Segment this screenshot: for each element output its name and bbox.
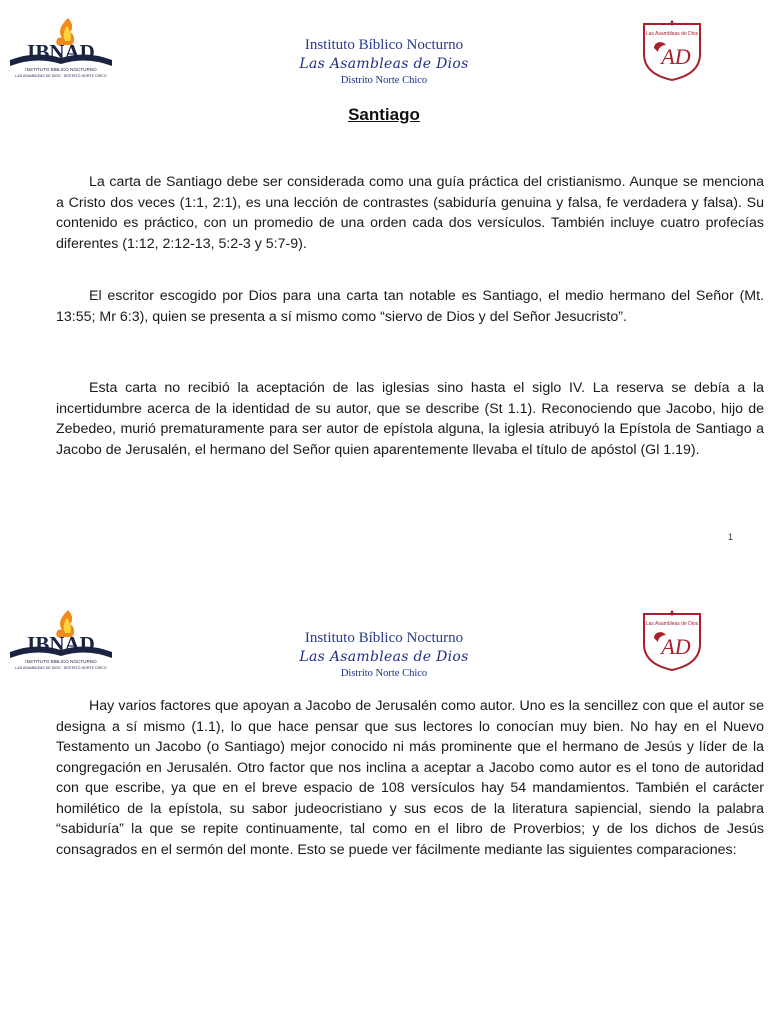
svg-text:IBNAD: IBNAD: [27, 632, 95, 656]
page-number: 1: [728, 532, 734, 542]
organization-name: Las Asambleas de Dios: [299, 56, 469, 72]
asambleas-de-dios-seal-icon: [640, 18, 704, 82]
svg-text:AD: AD: [661, 44, 691, 69]
ibnad-logo-icon: [8, 606, 114, 670]
svg-text:INSTITUTO BÍBLICO NOCTURNO: INSTITUTO BÍBLICO NOCTURNO: [25, 659, 97, 664]
svg-text:Las Asambleas de Dios: Las Asambleas de Dios: [645, 621, 699, 627]
svg-text:AD: AD: [661, 634, 691, 659]
svg-text:LAS ASAMBLEAS DE DIOS · DISTRI: LAS ASAMBLEAS DE DIOS · DISTRITO NORTE CHICO: [15, 74, 107, 78]
paragraph: El escritor escogido por Dios para una carta tan notable es Santiago, el medio hermano del Señor (Mt. 13:55; Mr 6:3), quien se presenta a sí mismo como “siervo de Dios y del Señor Jesucristo”.: [56, 288, 764, 325]
paragraph: La carta de Santiago debe ser considerada como una guía práctica del cristianismo. Aunque se menciona a Cristo dos veces (1:1, 2:1), es una lección de contrastes (sabiduría genuina y falsa, fe verdadera y falsa). Su contenido es práctico, con un promedio de una orden cada dos versículos. También incluye cuatro profecías diferentes (1:12, 2:12-13, 5:2-3 y 5:7-9).: [56, 174, 764, 252]
svg-text:IBNAD: IBNAD: [27, 40, 95, 64]
ibnad-logo-icon: [8, 14, 114, 78]
svg-text:INSTITUTO BÍBLICO NOCTURNO: INSTITUTO BÍBLICO NOCTURNO: [25, 67, 97, 72]
paragraph: Hay varios factores que apoyan a Jacobo de Jerusalén como autor. Uno es la sencillez con que el autor se designa a sí mismo (1.1), lo que hace pensar que sus lectores lo conocían muy bien. No hay en el Nuevo Testamento un Jacobo (o Santiago) mejor conocido ni más prominente que el hermano de Jesús y líder de la congregación en Jerusalén. Otro factor que nos inclina a aceptar a Jacobo como autor es el tono de autoridad con que escribe, ya que en el breve espacio de 108 versículos hay 54 mandamientos. También el carácter homilético de la epístola, su sabor judeocristiano y sus ecos de la literatura sapiencial, siendo la palabra “sabiduría” la que se repite continuamente, tal como en el libro de Proverbios; y de los dichos de Jesús consagrados en el sermón del monte. Esto se puede ver fácilmente mediante las siguientes comparaciones:: [56, 698, 764, 858]
district-name: Distrito Norte Chico: [340, 75, 428, 86]
institute-name: Instituto Bíblico Nocturno: [304, 630, 464, 646]
district-name: Distrito Norte Chico: [340, 668, 428, 679]
svg-text:LAS ASAMBLEAS DE DIOS · DISTRI: LAS ASAMBLEAS DE DIOS · DISTRITO NORTE CHICO: [15, 666, 107, 670]
document-header: [234, 629, 534, 681]
page-separator: [0, 560, 768, 590]
organization-name: Las Asambleas de Dios: [299, 649, 469, 665]
institute-name: Instituto Bíblico Nocturno: [304, 37, 464, 53]
document-page-2: [0, 590, 768, 1024]
document-header: [234, 36, 534, 88]
paragraph: Esta carta no recibió la aceptación de las iglesias sino hasta el siglo IV. La reserva se debía a la incertidumbre acerca de la identidad de su autor, que se describe (St 1.1). Reconociendo que Jacobo, hijo de Zebedeo, murió prematuramente para ser autor de epístola alguna, la iglesia atribuyó la Epístola de Santiago a Jacobo de Jerusalén, el hermano del Señor quien aparentemente llevaba el título de apóstol (Gl 1.19).: [56, 380, 764, 458]
document-title: Santiago: [348, 105, 420, 124]
asambleas-de-dios-seal-icon: [640, 608, 704, 672]
svg-text:Las Asambleas de Dios: Las Asambleas de Dios: [645, 31, 699, 37]
